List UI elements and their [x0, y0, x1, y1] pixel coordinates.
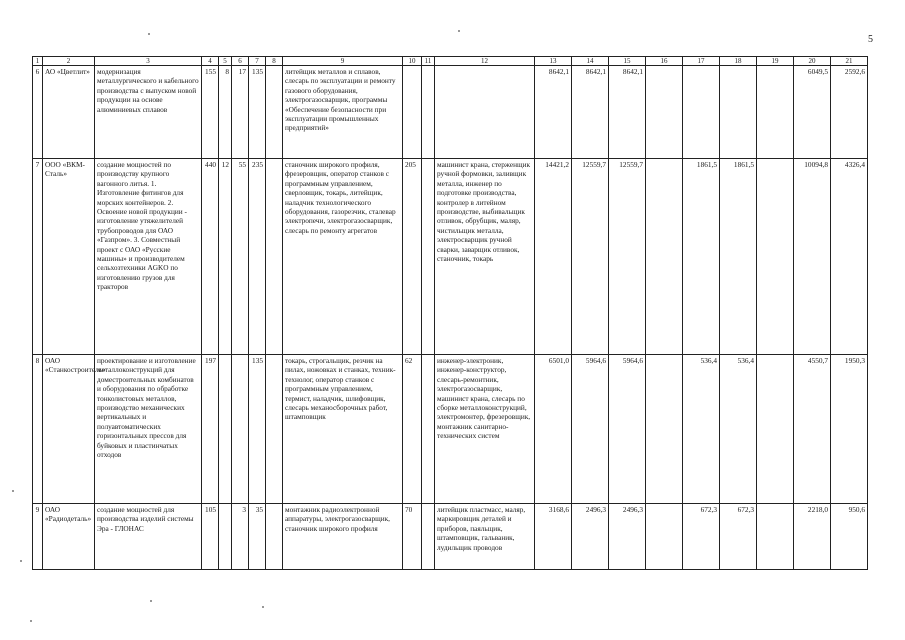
table-cell: 2218,0: [794, 504, 831, 570]
column-number: 10: [403, 57, 422, 66]
table-cell: токарь, строгальщик, резчик на пилах, ножовках и станках, техник-технолог, оператор станков с программным управлением, термист, наладчик, шлифовщик, слесарь механосборочных работ, штамповщик: [283, 355, 403, 504]
table-cell: 1861,5: [720, 159, 757, 355]
table-cell: ООО «ВКМ-Сталь»: [43, 159, 95, 355]
table-cell: 1861,5: [683, 159, 720, 355]
table-cell: 5964,6: [609, 355, 646, 504]
table-cell: литейщик пластмасс, маляр, маркировщик деталей и приборов, паяльщик, штамповщик, гальваник, лудильщик проводов: [435, 504, 535, 570]
column-number: 11: [422, 57, 435, 66]
column-number: 17: [683, 57, 720, 66]
table-cell: станочник широкого профиля, фрезеровщик, оператор станков с программным управлением, сверловщик, токарь, литейщик, наладчик технологического оборудования, газорезчик, сталевар электропечи, электрогазосварщик, слесарь по ремонту агрегатов: [283, 159, 403, 355]
table-cell: инженер-электроник, инженер-конструктор, слесарь-ремонтник, электрогазосварщик, машинист крана, слесарь по сборке металлоконструкций, электромонтер, фрезеровщик, монтажник санитарно-технических систем: [435, 355, 535, 504]
table-cell: 35: [249, 504, 266, 570]
table-cell: 8: [33, 355, 43, 504]
column-number: 20: [794, 57, 831, 66]
table-cell: ОАО «Станкостроитель»: [43, 355, 95, 504]
page-number: 5: [868, 34, 873, 45]
column-number: 8: [266, 57, 283, 66]
table-cell: 3: [232, 504, 249, 570]
table-cell: 235: [249, 159, 266, 355]
table-cell: [646, 504, 683, 570]
table-cell: [435, 66, 535, 159]
table-cell: [266, 355, 283, 504]
table-cell: [720, 66, 757, 159]
table-row: [33, 159, 868, 355]
table-cell: 536,4: [720, 355, 757, 504]
column-number: 7: [249, 57, 266, 66]
table-cell: 12559,7: [609, 159, 646, 355]
table-cell: 672,3: [683, 504, 720, 570]
table-cell: [757, 355, 794, 504]
table-cell: 3168,6: [535, 504, 572, 570]
table-cell: 205: [403, 159, 422, 355]
table-cell: 4326,4: [831, 159, 868, 355]
table-cell: 135: [249, 355, 266, 504]
table-row: [33, 355, 868, 504]
table-cell: 12: [219, 159, 232, 355]
table-cell: 7: [33, 159, 43, 355]
table-cell: 2592,6: [831, 66, 868, 159]
table-cell: [219, 504, 232, 570]
column-number: 21: [831, 57, 868, 66]
table-cell: 155: [202, 66, 219, 159]
column-number: 14: [572, 57, 609, 66]
column-number: 3: [95, 57, 202, 66]
table-cell: [757, 159, 794, 355]
table-cell: [219, 355, 232, 504]
table-cell: 14421,2: [535, 159, 572, 355]
table-cell: машинист крана, стерженщик ручной формовки, заливщик металла, инженер по подготовке производства, контролер в литейном производстве, выбивальщик отливок, обрубщик, маляр, чистильщик металла, электросварщик ручной сварки, заварщик отливок, станочник, токарь: [435, 159, 535, 355]
table-cell: 6049,5: [794, 66, 831, 159]
column-number: 6: [232, 57, 249, 66]
scan-speck: [148, 33, 150, 35]
table-cell: [646, 159, 683, 355]
table-cell: [683, 66, 720, 159]
table-cell: 105: [202, 504, 219, 570]
table-cell: [422, 159, 435, 355]
scan-speck: [12, 490, 14, 492]
table-cell: ОАО «Радиодеталь»: [43, 504, 95, 570]
column-number: 9: [283, 57, 403, 66]
table-cell: 8642,1: [535, 66, 572, 159]
table-cell: проектирование и изготовление металлоконструкций для доместроительных комбинатов и оборудования по обработке тонколистовых металлов, производство механических вертикальных и полуавтоматических горизонтальных прессов для буйковых и пластинчатых отходов: [95, 355, 202, 504]
table-cell: создание мощностей по производству крупного вагонного литья. 1. Изготовление фитингов для морских контейнеров. 2. Освоение новой продукции - изготовление утяжелителей трубопроводов для ОАО «Газпром». 3. Совместный проект с ОАО «Русские машины» и производителем сельхозтехники AGKO по изготовлению грузов для тракторов: [95, 159, 202, 355]
column-number-row: [33, 57, 868, 66]
table-cell: 8642,1: [609, 66, 646, 159]
table-cell: 1950,3: [831, 355, 868, 504]
table-cell: [646, 355, 683, 504]
column-number: 5: [219, 57, 232, 66]
scan-speck: [262, 606, 264, 608]
table-cell: 8: [219, 66, 232, 159]
column-number: 15: [609, 57, 646, 66]
table-cell: [232, 355, 249, 504]
table-cell: [646, 66, 683, 159]
table-cell: 55: [232, 159, 249, 355]
table-cell: 440: [202, 159, 219, 355]
table-cell: 6: [33, 66, 43, 159]
column-number: 19: [757, 57, 794, 66]
column-number: 1: [33, 57, 43, 66]
table-cell: модернизация металлургического и кабельного производства с выпуском новой продукции на основе алюминиевых сплавов: [95, 66, 202, 159]
table-cell: [757, 504, 794, 570]
table-cell: литейщик металлов и сплавов, слесарь по эксплуатации и ремонту газового оборудования, электрогазосварщик, программы «Обеспечение безопасности при эксплуатации промышленных предприятий»: [283, 66, 403, 159]
table-cell: монтажник радиоэлектронной аппаратуры, электрогазосварщик, станочник широкого профиля: [283, 504, 403, 570]
column-number: 4: [202, 57, 219, 66]
table-cell: 2496,3: [609, 504, 646, 570]
table-cell: 12559,7: [572, 159, 609, 355]
table-cell: 672,3: [720, 504, 757, 570]
table-cell: 536,4: [683, 355, 720, 504]
table-cell: создание мощностей для производства изделий системы Эра - ГЛОНАС: [95, 504, 202, 570]
scan-speck: [150, 600, 152, 602]
table-cell: 5964,6: [572, 355, 609, 504]
table-cell: 8642,1: [572, 66, 609, 159]
table-cell: [757, 66, 794, 159]
table-cell: [266, 504, 283, 570]
table-cell: [403, 66, 422, 159]
column-number: 12: [435, 57, 535, 66]
table-cell: 6501,0: [535, 355, 572, 504]
table-cell: [422, 504, 435, 570]
table-row: [33, 66, 868, 159]
scan-speck: [20, 560, 22, 562]
investment-projects-table: [32, 56, 868, 570]
table-cell: [266, 159, 283, 355]
table-cell: 4550,7: [794, 355, 831, 504]
table-cell: 135: [249, 66, 266, 159]
table-cell: 9: [33, 504, 43, 570]
table-cell: 10094,8: [794, 159, 831, 355]
table-cell: 2496,3: [572, 504, 609, 570]
scan-speck: [30, 620, 32, 622]
table-cell: 62: [403, 355, 422, 504]
table-cell: 197: [202, 355, 219, 504]
table-cell: АО «Цветлит»: [43, 66, 95, 159]
table-cell: 950,6: [831, 504, 868, 570]
column-number: 2: [43, 57, 95, 66]
table-cell: [266, 66, 283, 159]
column-number: 16: [646, 57, 683, 66]
column-number: 13: [535, 57, 572, 66]
column-number: 18: [720, 57, 757, 66]
table-cell: 17: [232, 66, 249, 159]
table-cell: [422, 66, 435, 159]
table-cell: 70: [403, 504, 422, 570]
table-cell: [422, 355, 435, 504]
table-row: [33, 504, 868, 570]
scan-speck: [458, 30, 460, 32]
